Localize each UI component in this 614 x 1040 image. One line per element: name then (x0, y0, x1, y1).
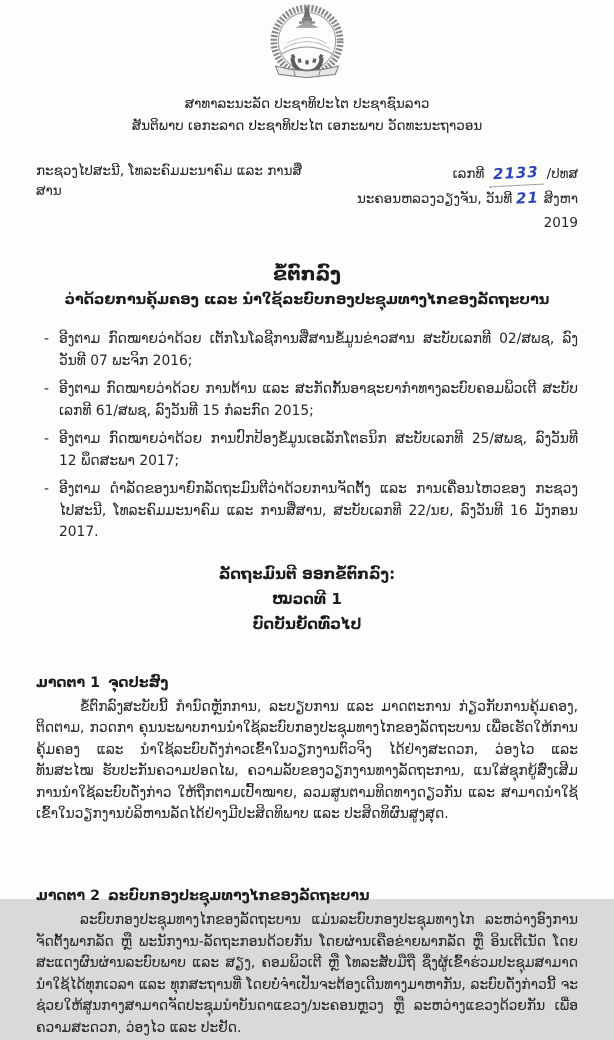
preamble-item (44, 329, 578, 372)
article-1 (36, 673, 578, 827)
preamble-item (44, 379, 578, 422)
ministry-name: ກະຊວງໄປສະນີ, ໂທລະຄົມມະນາຄົມ ແລະ ການສື່ສານ (36, 163, 302, 199)
preamble-text: ອີງຕາມ ກົດໝາຍວ່າດ້ວຍ ການຕ້ານ ແລະ ສະກັດກັ້ນອາຊະຍາກຳທາງລະບົບຄອມພິວເຕີ ສະບັບເລກທີ 61/ສພຊ, ລົງວັນທີ 15 ກໍລະກົດ 2015; (59, 381, 578, 419)
bullet-dash: - (44, 331, 49, 347)
preamble-list (36, 329, 578, 544)
place-date-prefix: ນະຄອນຫລວງວຽງຈັນ, ວັນທີ (356, 191, 513, 207)
country-motto-line2: ສັນຕິພາບ ເອກະລາດ ປະຊາທິປະໄຕ ເອກະພາບ ວັດທະນະຖາວອນ (131, 118, 483, 134)
bullet-dash: - (44, 381, 49, 397)
date-day-handwritten: 21 (516, 188, 540, 208)
article-2-title: ລະບົບກອງປະຊຸມທາງໄກຂອງລັດຖະບານ (108, 888, 370, 905)
preamble-item (44, 479, 578, 544)
article-2-body: ລະບົບກອງປະຊຸມທາງໄກຂອງລັດຖະບານ ແມ່ນລະບົບກອງປະຊຸມທາງໄກ ລະຫວ່າງອົງການຈັດຕັ້ງພາກລັດ ຫຼື ພະນັກງານ-ລັດຖະກອນດ້ວຍກັນ ໂດຍຜ່ານເຄືອຂ່າຍພາກລັດ ຫຼື ອິນເຕີເນັດ ໂດຍສະແດງຜົນຜ່ານລະບົບພາບ ແລະ ສຽງ, ຄອມພິວເຕີ ຫຼື ໂທລະສັບມືຖື ຊຶ່ງຜູ້ເຂົ້າຮ່ວມປະຊຸມສາມາດນຳໃຊ້ໄດ້ທຸກເວລາ ແລະ ທຸກສະຖານທີ່ ໂດຍບໍ່ຈຳເປັນຈະຕ້ອງເດີນທາງມາຫາກັນ, ລະບົບດັ່ງກ່າວນີ້ ຈະຊ່ວຍໃຫ້ສູນກາງສາມາດຈັດປະຊຸມນຳບັນດາແຂວງ/ນະຄອນຫຼວງ ຫຼື ລະຫວ່າງແຂວງດ້ວຍກັນ ເພື່ອຄວາມສະດວກ, ວ່ອງໄວ ແລະ ປະຢັດ. (36, 912, 578, 1037)
bullet-dash: - (44, 431, 49, 447)
chapter-title: ບົດບັນຍັດທົ່ວໄປ (252, 614, 362, 633)
place-date-line (323, 186, 578, 235)
article-1-title: ຈຸດປະສົງ (108, 674, 169, 691)
preamble-text: ອີງຕາມ ກົດໝາຍວ່າດ້ວຍ ເຕັກໂນໂລຊີການສື່ສານຂໍ້ມູນຂ່າວສານ ສະບັບເລກທີ 02/ສພຊ, ລົງວັນທີ 07 ພະຈິກ 2016; (59, 331, 578, 369)
preamble-text: ອີງຕາມ ດຳລັດຂອງນາຍົກລັດຖະມົນຕີວ່າດ້ວຍການຈັດຕັ້ງ ແລະ ການເຄື່ອນໄຫວຂອງ ກະຊວງໄປສະນີ, ໂທລະຄົມມະນາຄົມ ແລະ ການສື່ສານ, ສະບັບເລກທີ 22/ນຍ, ລົງວັນທີ 16 ມັງກອນ 2017. (59, 481, 578, 540)
enactment-line: ລັດຖະມົນຕີ ອອກຂໍ້ຕົກລົງ: (218, 564, 396, 583)
date-tail: ສິງຫາ 2019 (543, 191, 578, 231)
country-motto-line1: ສາທາລະນະລັດ ປະຊາທິປະໄຕ ປະຊາຊົນລາວ (184, 96, 430, 112)
article-1-body: ຂໍ້ຕົກລົງສະບັບນີ້ ກຳນົດຫຼັກການ, ລະບຽບການ ແລະ ມາດຕະການ ກ່ຽວກັບການຄຸ້ມຄອງ, ຕິດຕາມ, ກວດກາ ຄຸນນະພາບການນຳໃຊ້ລະບົບກອງປະຊຸມທາງໄກຂອງລັດຖະບານ ເພື່ອເຮັດໃຫ້ການຄຸ້ມຄອງ ແລະ ນຳໃຊ້ລະບົບດັ່ງກ່າວເຂົ້າໃນວຽກງານຕົວຈິງ ໄດ້ຢ່າງສະດວກ, ວ່ອງໄວ ແລະ ທັນສະໄໝ ຮັບປະກັນຄວາມປອດໄພ, ຄວາມລັບຂອງວຽກງານທາງລັດຖະການ, ແນໃສ່ຊຸກຍູ້ສົ່ງເສີມການນຳໃຊ້ລະບົບດັ່ງກ່າວ ໃຫ້ຖືກຕາມເປົ້າໝາຍ, ລວມສູນຕາມທິດທາງດຽວກັນ ແລະ ສາມາດນຳໃຊ້ເຂົ້າໃນວຽກງານບໍລິຫານລັດໄດ້ຢ່າງມີປະສິດທິພາບ ແລະ ປະສິດທິຜົນສູງສຸດ. (36, 698, 578, 823)
preamble-text: ອີງຕາມ ກົດໝາຍວ່າດ້ວຍ ການປົກປ້ອງຂໍ້ມູນເອເລັກໂຕຣນິກ ສະບັບເລກທີ 25/ສພຊ, ລົງວັນທີ 12 ພຶດສະພາ 2017; (59, 431, 578, 469)
ref-suffix: /ປທສ (546, 166, 578, 182)
reference-number-line (323, 161, 578, 186)
ref-number-handwritten: 2133 (488, 160, 543, 188)
document-title: ຂໍ້ຕົກລົງ (272, 263, 341, 285)
article-2 (36, 886, 578, 1040)
article-2-number: ມາດຕາ 2 (36, 888, 100, 905)
ref-label: ເລກທີ (452, 166, 485, 182)
chapter-number: ໝວດທີ 1 (272, 589, 342, 608)
document-subtitle: ວ່າດ້ວຍການຄຸ້ມຄອງ ແລະ ນຳໃຊ້ລະບົບກອງປະຊຸມທາງໄກຂອງລັດຖະບານ (64, 292, 550, 308)
preamble-item (44, 429, 578, 472)
bullet-dash: - (44, 481, 49, 497)
article-1-number: ມາດຕາ 1 (36, 674, 100, 691)
emblem-container (36, 3, 578, 85)
lao-national-emblem-icon (265, 3, 349, 81)
